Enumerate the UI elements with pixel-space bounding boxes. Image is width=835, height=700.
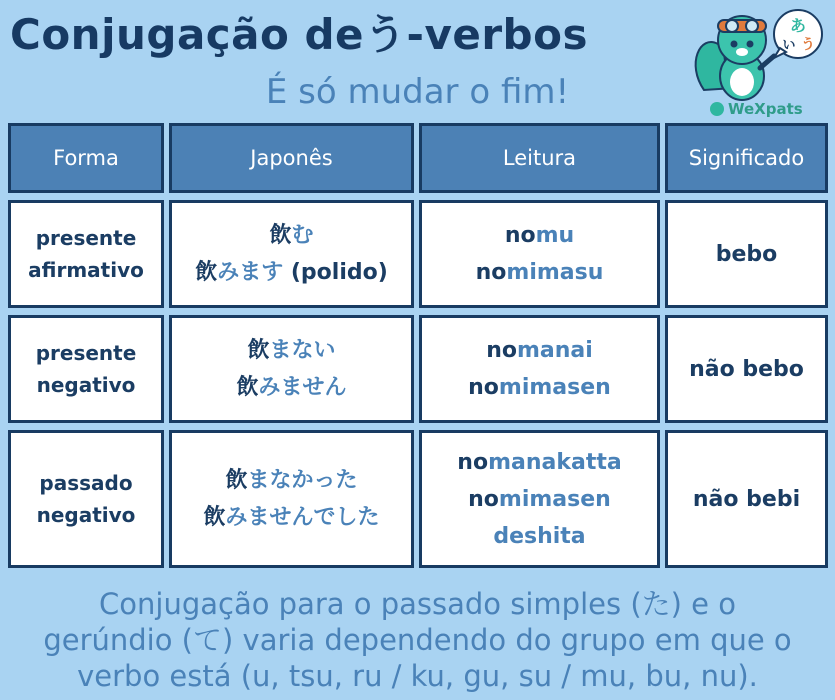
header-cell xyxy=(8,123,164,193)
stem-text: 飲 xyxy=(225,468,248,493)
table-cell-leitura xyxy=(419,315,660,423)
cell-line: presente xyxy=(35,341,137,365)
highlighted-ending: mimasen xyxy=(498,375,611,400)
header-cell xyxy=(419,123,660,193)
stem-text: no xyxy=(468,486,499,512)
cell-line xyxy=(225,462,357,499)
stem-text: no xyxy=(475,260,507,285)
stem-text: (polido) xyxy=(283,260,388,285)
header-label: Forma xyxy=(53,146,119,170)
cell-line: afirmativo xyxy=(28,258,144,282)
cell-line xyxy=(203,499,379,536)
table-cell-leitura xyxy=(419,430,660,568)
table-cell-significado xyxy=(665,315,828,423)
highlighted-ending: mimasen xyxy=(498,486,611,512)
conjugation-table xyxy=(8,123,828,568)
header-label: Japonês xyxy=(250,146,333,170)
stem-text: no xyxy=(457,449,489,475)
highlighted-ending: manakatta xyxy=(488,449,622,475)
badge-char-u: う xyxy=(801,37,815,53)
highlighted-ending: みませんでした xyxy=(225,505,380,530)
table-cell-japones xyxy=(169,200,414,308)
stem-text: no xyxy=(504,223,536,248)
stem-text: no xyxy=(486,338,517,363)
cell-line: negativo xyxy=(36,503,136,527)
stem-text: 飲 xyxy=(195,260,218,285)
stem-text: 飲 xyxy=(203,505,226,530)
subtitle: É só mudar o fim! xyxy=(265,72,570,112)
highlighted-ending: みます xyxy=(217,260,284,285)
cell-line xyxy=(493,518,585,555)
footer-note xyxy=(0,586,835,694)
stem-text: 飲 xyxy=(247,338,270,363)
cell-line xyxy=(457,444,621,481)
header-label: Significado xyxy=(688,146,805,170)
table-cell-forma xyxy=(8,315,164,423)
highlighted-ending: manai xyxy=(516,338,593,363)
highlighted-ending: mimasu xyxy=(506,260,604,285)
highlighted-ending: mu xyxy=(535,223,575,248)
cell-line: passado xyxy=(39,471,133,495)
highlighted-ending: deshita xyxy=(493,523,586,549)
table-cell-japones xyxy=(169,315,414,423)
highlighted-ending: まない xyxy=(269,338,336,363)
cell-text: bebo xyxy=(715,241,778,267)
badge-char-a: あ xyxy=(789,16,807,35)
highlighted-ending: まなかった xyxy=(247,468,358,493)
badge-char-i: い xyxy=(782,38,796,53)
cell-line xyxy=(486,332,593,369)
table-cell-significado xyxy=(665,200,828,308)
stem-text: 飲 xyxy=(269,223,292,248)
cell-line xyxy=(195,254,388,291)
cell-line: presente xyxy=(35,226,137,250)
header-cell xyxy=(665,123,828,193)
cell-line xyxy=(468,369,611,406)
table-cell-forma xyxy=(8,430,164,568)
cell-line xyxy=(476,254,604,291)
highlighted-ending: む xyxy=(291,223,314,248)
table-cell-significado xyxy=(665,430,828,568)
cell-text: não bebi xyxy=(692,486,801,512)
header-label: Leitura xyxy=(502,146,577,170)
table-cell-leitura xyxy=(419,200,660,308)
logo-wordmark: WeXpats xyxy=(728,100,803,118)
footer-line: Conjugação para o passado simples (た) e o xyxy=(99,587,736,621)
stem-text: no xyxy=(468,375,499,400)
highlighted-ending: みません xyxy=(258,375,347,400)
stem-text: 飲 xyxy=(236,375,259,400)
cell-text: não bebo xyxy=(689,356,804,382)
table-cell-forma xyxy=(8,200,164,308)
cell-line xyxy=(247,332,335,369)
table-cell-japones xyxy=(169,430,414,568)
cell-line: negativo xyxy=(36,373,136,397)
cell-line xyxy=(468,481,611,518)
footer-line: verbo está (u, tsu, ru / ku, gu, su / mu, bu, nu). xyxy=(77,659,758,693)
page-title: Conjugação deう-verbos xyxy=(10,10,588,59)
cell-line xyxy=(269,217,313,254)
cell-line xyxy=(505,217,574,254)
cell-line xyxy=(236,369,346,406)
footer-line: gerúndio (て) varia dependendo do grupo em que o xyxy=(43,623,792,657)
header-cell xyxy=(169,123,414,193)
